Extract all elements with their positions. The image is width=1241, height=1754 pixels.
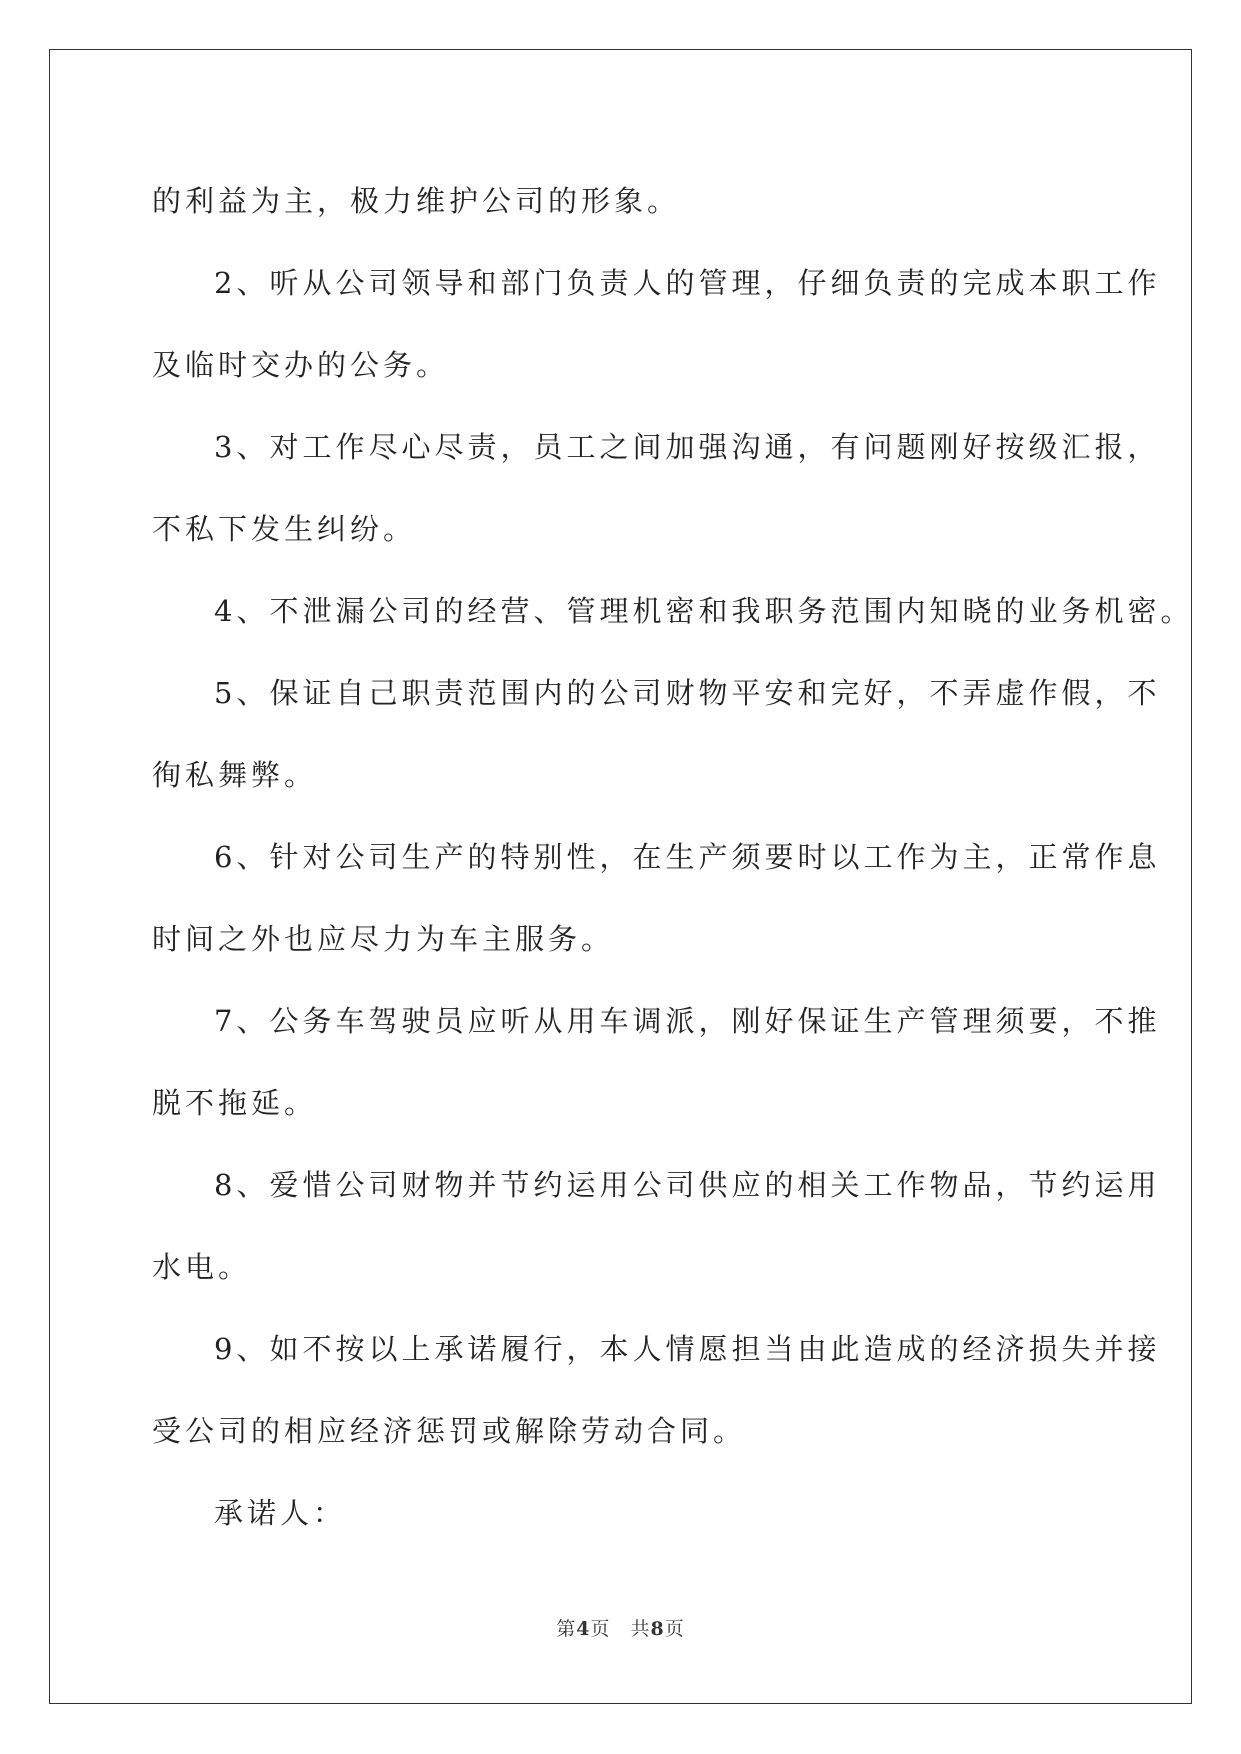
- text-line: 不私下发生纠纷。: [152, 512, 417, 546]
- paragraph-item-3: [152, 406, 1161, 570]
- paragraph-item-4: [152, 570, 1194, 652]
- text-line: 7、公务车驾驶员应听从用车调派，刚好保证生产管理须要，不推: [214, 1004, 1161, 1038]
- page-suffix: 页: [590, 1618, 611, 1640]
- text-line: 承诺人：: [214, 1496, 347, 1530]
- page-number: 4: [576, 1618, 591, 1640]
- text-line: 时间之外也应尽力为车主服务。: [152, 922, 615, 956]
- text-line: 4、不泄漏公司的经营、管理机密和我职务范围内知晓的业务机密。: [214, 594, 1194, 628]
- total-suffix: 页: [664, 1618, 685, 1640]
- document-body: [152, 160, 1194, 1554]
- text-line: 的利益为主，极力维护公司的形象。: [152, 184, 681, 218]
- signature-label: [152, 1472, 1092, 1554]
- text-line: 受公司的相应经济惩罚或解除劳动合同。: [152, 1414, 747, 1448]
- paragraph-item-7: [152, 980, 1161, 1144]
- paragraph-item-5: [152, 652, 1161, 816]
- text-line: 5、保证自己职责范围内的公司财物平安和完好，不弄虚作假，不: [214, 676, 1161, 710]
- text-line: 脱不拖延。: [152, 1086, 318, 1120]
- text-line: 2、听从公司领导和部门负责人的管理，仔细负责的完成本职工作: [214, 266, 1161, 300]
- page-footer: [0, 1614, 1241, 1641]
- paragraph-item-9: [152, 1308, 1161, 1472]
- text-line: 9、如不按以上承诺履行，本人情愿担当由此造成的经济损失并接: [214, 1332, 1161, 1366]
- text-line: 6、针对公司生产的特别性，在生产须要时以工作为主，正常作息: [214, 840, 1161, 874]
- text-line: 8、爱惜公司财物并节约运用公司供应的相关工作物品，节约运用: [214, 1168, 1161, 1202]
- text-line: 水电。: [152, 1250, 252, 1284]
- paragraph-item-6: [152, 816, 1161, 980]
- paragraph-item-8: [152, 1144, 1161, 1308]
- text-line: 徇私舞弊。: [152, 758, 318, 792]
- text-line: 及临时交办的公务。: [152, 348, 450, 382]
- paragraph-item-2: [152, 242, 1161, 406]
- page-prefix: 第: [556, 1618, 577, 1640]
- total-prefix: 共: [630, 1618, 651, 1640]
- text-line: 3、对工作尽心尽责，员工之间加强沟通，有问题刚好按级汇报，: [214, 430, 1161, 464]
- page-total: 8: [650, 1618, 665, 1640]
- paragraph-1-continued: [152, 160, 1092, 242]
